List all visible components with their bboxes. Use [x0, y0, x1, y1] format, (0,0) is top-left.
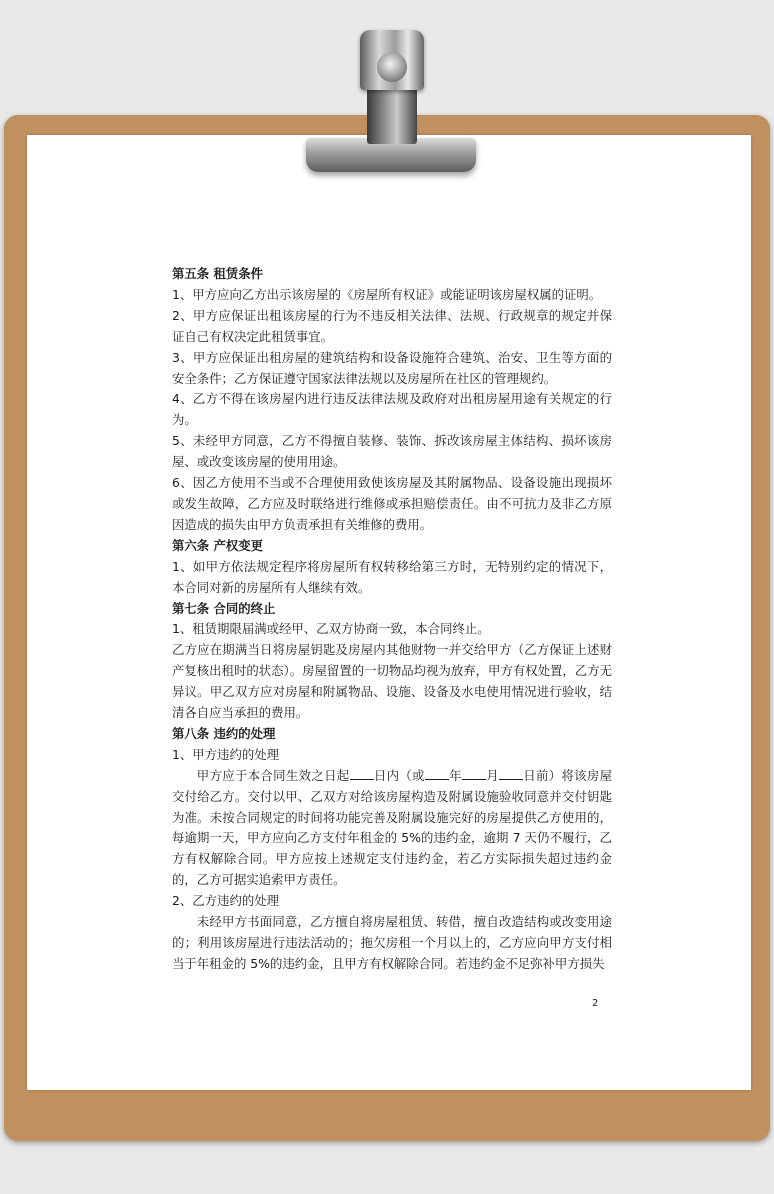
clause-text: 日前）将该房屋交付给乙方。交付以甲、乙双方对给该房屋构造及附属设施验收同意并交付钥匙为准。未按合同规定的时间将功能完善及附属设施完好的房屋提供乙方使用的，每逾期一天，甲方应向乙方支付年租金的 5%的违约金，逾期 7 天仍不履行，乙方有权解除合同。甲方应按上述规定支付违约金，若乙方实际损失超过违约金的，乙方可据实追索甲方责任。 — [172, 767, 613, 888]
blank-line — [462, 767, 486, 780]
section-heading: 第五条 租赁条件 — [172, 266, 264, 281]
clause-paragraph: 1、甲方应向乙方出示该房屋的《房屋所有权证》或能证明该房屋权属的证明。 — [172, 286, 602, 302]
contract-text — [172, 264, 612, 975]
clause-paragraph — [172, 766, 612, 891]
clause-paragraph: 乙方应在期满当日将房屋钥匙及房屋内其他财物一并交给甲方（乙方保证上述财产复核出租时的状态）。房屋留置的一切物品均视为放弃，甲方有权处置，乙方无异议。甲乙双方应对房屋和附属物品、设施、设备及水电使用情况进行验收，结清各自应当承担的费用。 — [172, 642, 612, 721]
clause-paragraph: 5、未经甲方同意，乙方不得擅自装修、装饰、拆改该房屋主体结构、损坏该房屋、或改变该房屋的使用用途。 — [172, 433, 612, 470]
blank-line — [425, 767, 449, 780]
clip-arm — [367, 86, 417, 144]
clause-paragraph: 6、因乙方使用不当或不合理使用致使该房屋及其附属物品、设备设施出现损坏或发生故障，乙方应及时联络进行维修或承担赔偿责任。由不可抗力及非乙方原因造成的损失由甲方负责承担有关维修的费用。 — [172, 475, 612, 532]
clause-paragraph: 4、乙方不得在该房屋内进行违反法律法规及政府对出租房屋用途有关规定的行为。 — [172, 391, 612, 428]
clause-text: 日内（或 — [373, 767, 425, 783]
blank-line — [350, 767, 374, 780]
blank-line — [499, 767, 523, 780]
section-heading: 第七条 合同的终止 — [172, 600, 276, 616]
clause-paragraph: 2、乙方违约的处理 — [172, 893, 280, 909]
section-heading: 第八条 违约的处理 — [172, 725, 276, 741]
clip-hole — [377, 52, 407, 82]
clause-text: 甲方应于本合同生效之日起 — [196, 767, 350, 783]
clause-paragraph: 1、如甲方依法规定程序将房屋所有权转移给第三方时，无特别约定的情况下，本合同对新的房屋所有人继续有效。 — [172, 558, 612, 595]
clause-paragraph: 1、租赁期限届满或经甲、乙双方协商一致，本合同终止。 — [172, 621, 490, 637]
clause-paragraph: 3、甲方应保证出租房屋的建筑结构和设备设施符合建筑、治安、卫生等方面的安全条件；乙方保证遵守国家法律法规以及房屋所在社区的管理规约。 — [172, 349, 612, 386]
clause-paragraph: 1、甲方违约的处理 — [172, 746, 280, 762]
page-number: 2 — [592, 998, 599, 1009]
section-heading: 第六条 产权变更 — [172, 537, 264, 553]
clause-text: 月 — [485, 767, 499, 783]
clause-paragraph: 2、甲方应保证出租该房屋的行为不违反相关法律、法规、行政规章的规定并保证自己有权决定此租赁事宜。 — [172, 307, 612, 344]
clause-text: 年 — [448, 767, 462, 783]
clause-paragraph: 未经甲方书面同意，乙方擅自将房屋租赁、转借，擅自改造结构或改变用途的；利用该房屋进行违法活动的；拖欠房租一个月以上的，乙方应向甲方支付相当于年租金的 5%的违约金，且甲方有权解除合同。若违约金不足弥补甲方损失 — [172, 914, 612, 971]
